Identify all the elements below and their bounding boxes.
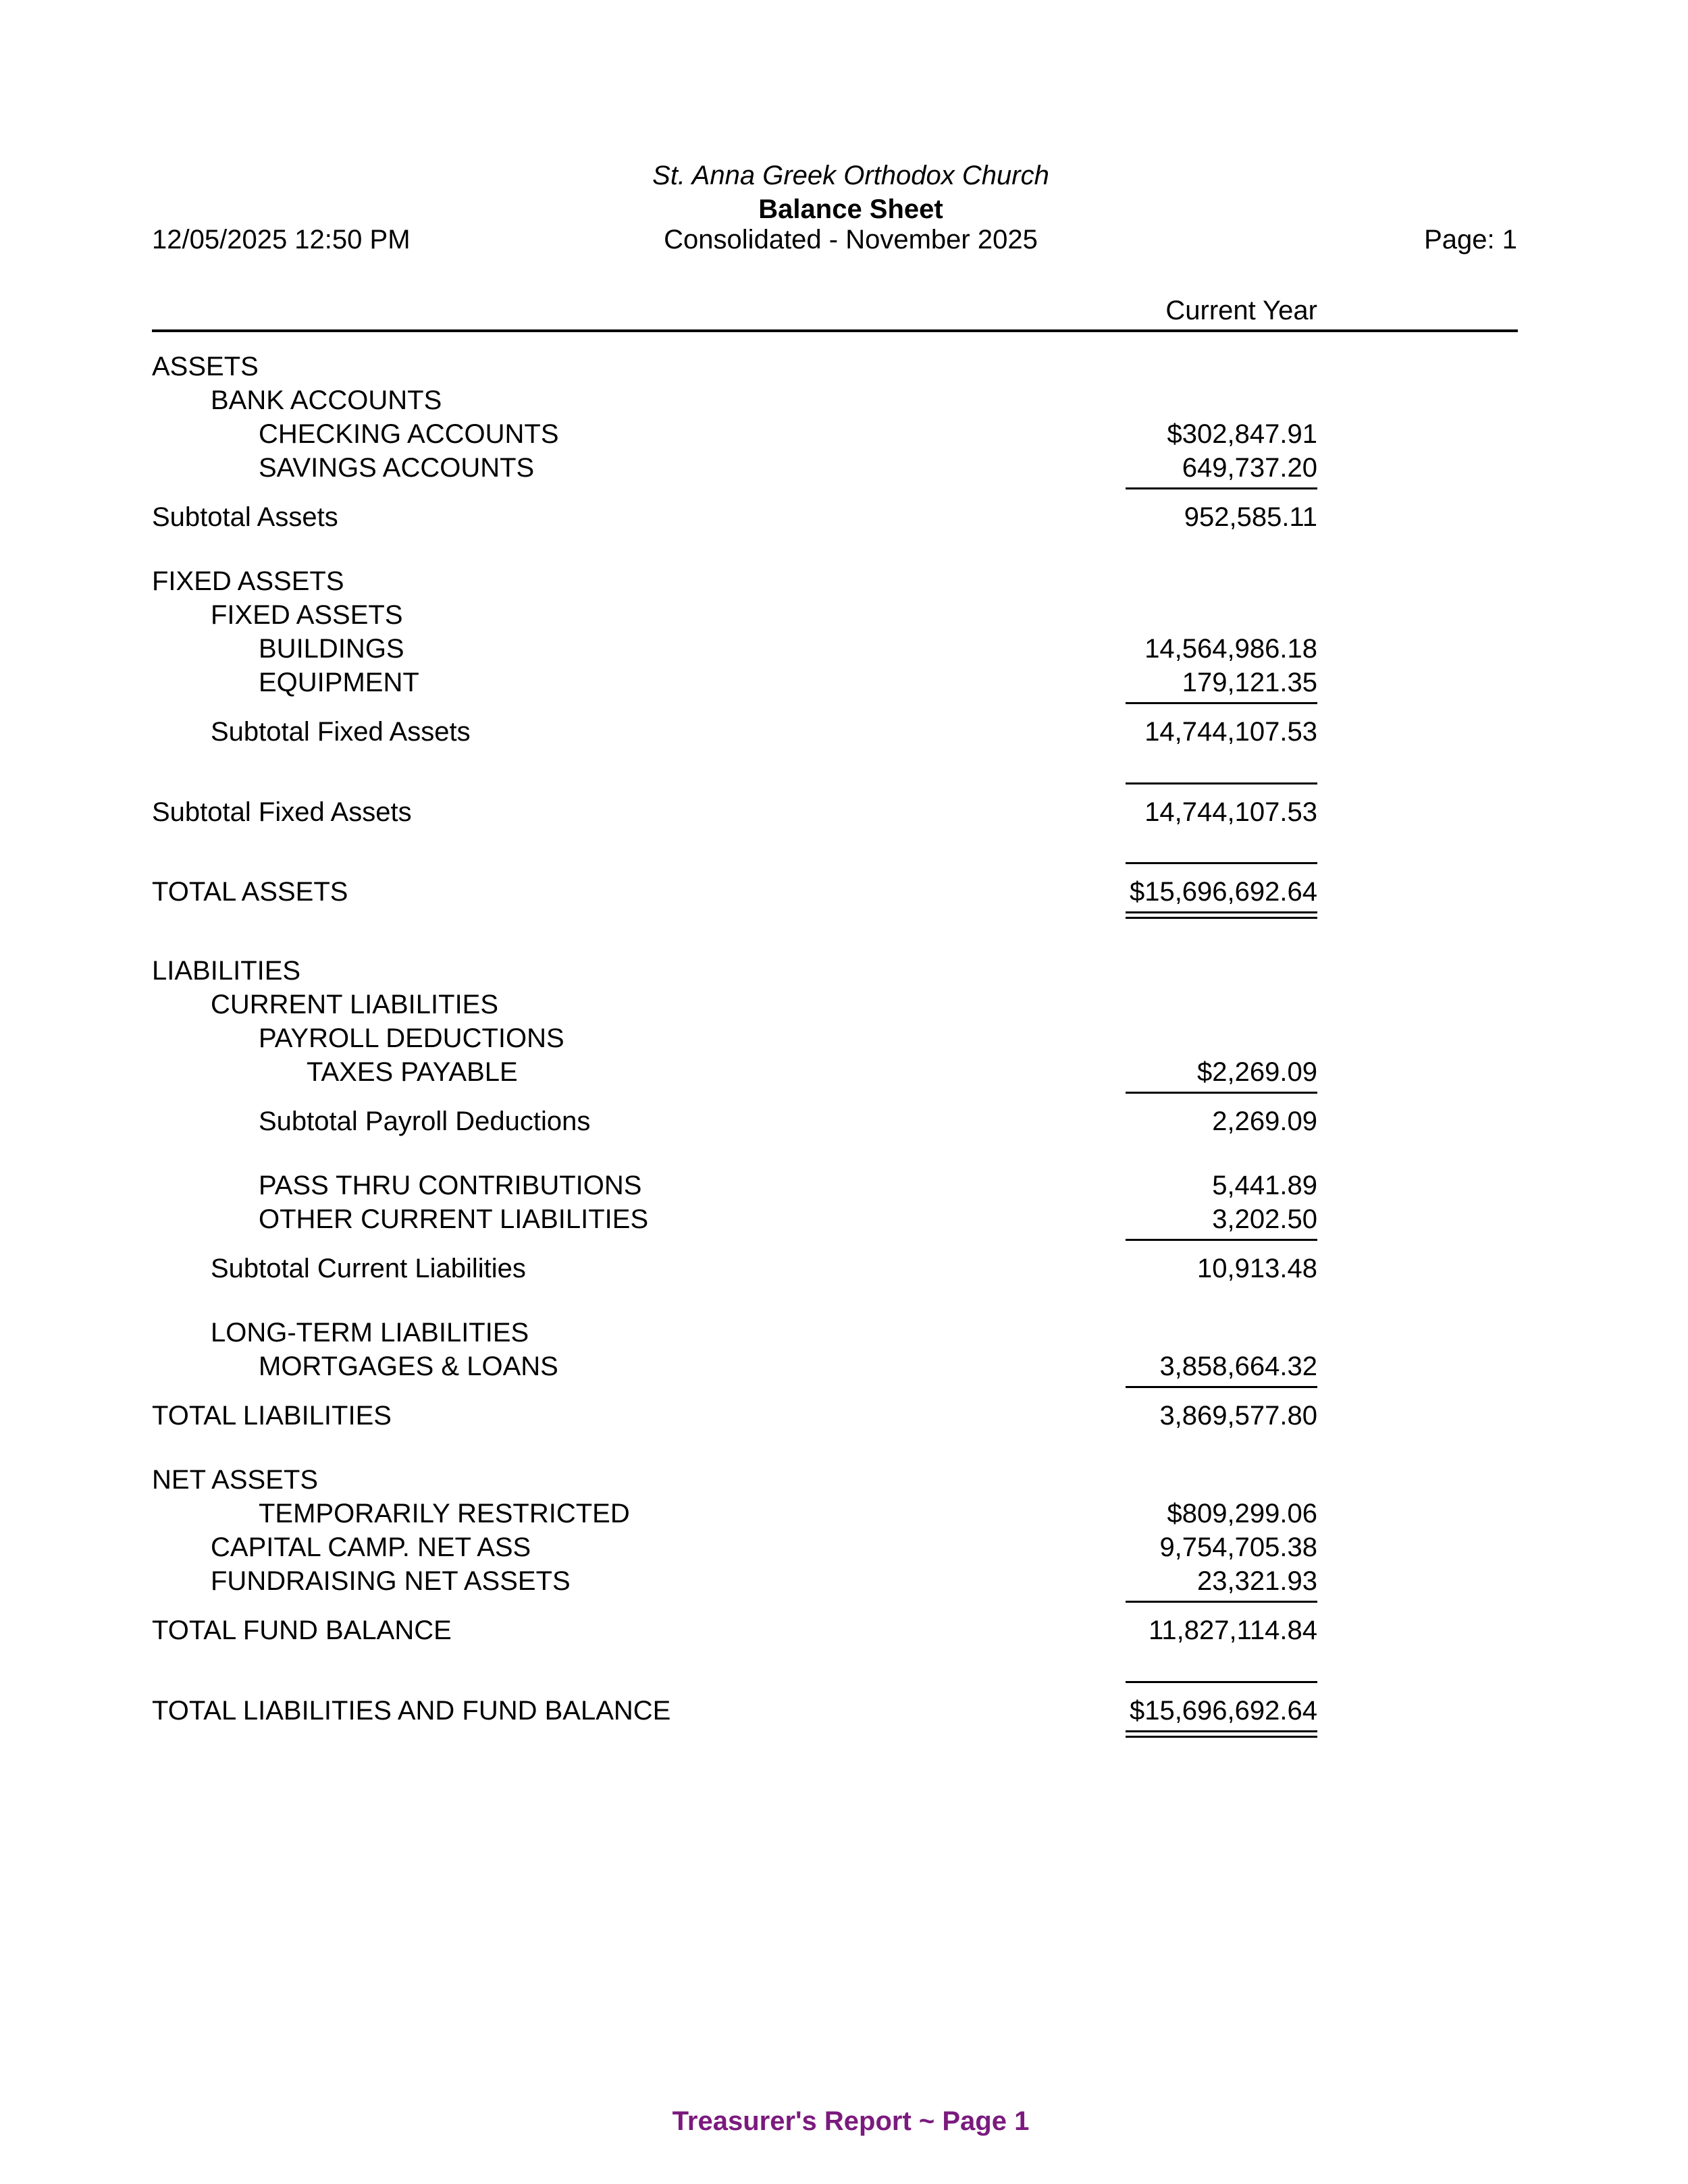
subtotal-rule: [1126, 862, 1317, 864]
row-label: Subtotal Current Liabilities: [211, 1254, 526, 1283]
report-subtitle: Consolidated - November 2025: [664, 225, 1038, 255]
row-label: CHECKING ACCOUNTS: [259, 419, 559, 449]
row-label: LIABILITIES: [152, 956, 301, 986]
row-label: PAYROLL DEDUCTIONS: [259, 1023, 564, 1053]
row-buildings: [0, 632, 1688, 666]
row-label: FIXED ASSETS: [152, 566, 344, 596]
section-liabilities: [0, 954, 1688, 988]
row-label: FUNDRAISING NET ASSETS: [211, 1566, 571, 1596]
row-amount: 23,321.93: [1197, 1566, 1317, 1596]
church-name: St. Anna Greek Orthodox Church: [652, 161, 1049, 190]
row-subtotal-payroll-deductions: [0, 1104, 1688, 1138]
row-total-assets: [0, 875, 1688, 909]
row-label: Subtotal Payroll Deductions: [259, 1107, 591, 1136]
section-fixed-assets: [0, 564, 1688, 598]
report-title: Balance Sheet: [758, 194, 943, 224]
row-label: Subtotal Fixed Assets: [152, 797, 412, 827]
row-label: TOTAL ASSETS: [152, 877, 348, 907]
row-amount: $15,696,692.64: [1129, 1696, 1317, 1726]
row-label: SAVINGS ACCOUNTS: [259, 453, 535, 483]
header-rule: [152, 329, 1518, 332]
row-amount: 14,744,107.53: [1144, 797, 1317, 827]
group-current-liabilities: [0, 988, 1688, 1021]
row-total-liabilities: [0, 1399, 1688, 1433]
row-amount: $15,696,692.64: [1129, 877, 1317, 907]
row-amount: 2,269.09: [1212, 1107, 1317, 1136]
row-other-current-liabilities: [0, 1202, 1688, 1236]
row-label: TAXES PAYABLE: [307, 1057, 518, 1087]
subtotal-rule: [1126, 782, 1317, 784]
row-subtotal-assets: [0, 500, 1688, 534]
row-total-liabilities-and-fund-balance: [0, 1694, 1688, 1728]
row-equipment: [0, 666, 1688, 699]
row-checking-accounts: [0, 417, 1688, 451]
section-net-assets: [0, 1463, 1688, 1497]
row-subtotal-current-liabilities: [0, 1252, 1688, 1285]
total-double-rule: [1126, 911, 1317, 919]
row-amount: 3,858,664.32: [1159, 1352, 1317, 1381]
row-savings-accounts: [0, 451, 1688, 485]
subtotal-rule: [1126, 1386, 1317, 1388]
row-label: FIXED ASSETS: [211, 600, 403, 630]
row-amount: 11,827,114.84: [1149, 1616, 1317, 1645]
row-label: Subtotal Fixed Assets: [211, 717, 471, 747]
row-amount: 9,754,705.38: [1159, 1533, 1317, 1562]
subtotal-rule: [1126, 1239, 1317, 1241]
row-amount: 649,737.20: [1182, 453, 1317, 483]
report-datetime: 12/05/2025 12:50 PM: [152, 225, 411, 255]
row-amount: $302,847.91: [1167, 419, 1317, 449]
row-label: PASS THRU CONTRIBUTIONS: [259, 1171, 642, 1200]
row-label: CAPITAL CAMP. NET ASS: [211, 1533, 531, 1562]
row-amount: 10,913.48: [1197, 1254, 1317, 1283]
group-bank-accounts: [0, 383, 1688, 417]
row-label: TOTAL LIABILITIES AND FUND BALANCE: [152, 1696, 671, 1726]
group-long-term-liabilities: [0, 1316, 1688, 1350]
row-label: CURRENT LIABILITIES: [211, 990, 499, 1019]
row-subtotal-fixed-assets-inner: [0, 715, 1688, 749]
row-amount: 14,744,107.53: [1144, 717, 1317, 747]
group-payroll-deductions: [0, 1021, 1688, 1055]
row-label: TOTAL LIABILITIES: [152, 1401, 392, 1431]
page-footer: Treasurer's Report ~ Page 1: [672, 2106, 1030, 2136]
row-pass-thru-contributions: [0, 1169, 1688, 1202]
row-taxes-payable: [0, 1055, 1688, 1089]
column-header-current-year: Current Year: [1165, 296, 1317, 325]
row-label: NET ASSETS: [152, 1465, 319, 1495]
row-label: EQUIPMENT: [259, 668, 419, 697]
row-label: LONG-TERM LIABILITIES: [211, 1318, 529, 1348]
row-amount: $2,269.09: [1197, 1057, 1317, 1087]
row-amount: 3,202.50: [1212, 1204, 1317, 1234]
row-mortgages-loans: [0, 1350, 1688, 1383]
subtotal-rule: [1126, 1092, 1317, 1094]
row-amount: 179,121.35: [1182, 668, 1317, 697]
row-total-fund-balance: [0, 1614, 1688, 1647]
row-fundraising-net-assets: [0, 1564, 1688, 1598]
row-label: BANK ACCOUNTS: [211, 385, 442, 415]
row-capital-camp-net-ass: [0, 1530, 1688, 1564]
row-label: OTHER CURRENT LIABILITIES: [259, 1204, 649, 1234]
group-fixed-assets: [0, 598, 1688, 632]
total-double-rule: [1126, 1730, 1317, 1738]
row-amount: $809,299.06: [1167, 1499, 1317, 1528]
row-temporarily-restricted: [0, 1497, 1688, 1530]
row-label: ASSETS: [152, 352, 259, 381]
row-amount: 3,869,577.80: [1159, 1401, 1317, 1431]
subtotal-rule: [1126, 487, 1317, 489]
row-amount: 5,441.89: [1212, 1171, 1317, 1200]
row-label: Subtotal Assets: [152, 502, 338, 532]
section-assets: [0, 350, 1688, 383]
row-label: MORTGAGES & LOANS: [259, 1352, 558, 1381]
row-amount: 14,564,986.18: [1144, 634, 1317, 664]
row-label: TEMPORARILY RESTRICTED: [259, 1499, 630, 1528]
page-number: Page: 1: [1424, 225, 1517, 255]
row-subtotal-fixed-assets-outer: [0, 795, 1688, 829]
subtotal-rule: [1126, 702, 1317, 704]
row-amount: 952,585.11: [1184, 502, 1317, 532]
subtotal-rule: [1126, 1601, 1317, 1603]
subtotal-rule: [1126, 1681, 1317, 1683]
row-label: BUILDINGS: [259, 634, 404, 664]
row-label: TOTAL FUND BALANCE: [152, 1616, 452, 1645]
